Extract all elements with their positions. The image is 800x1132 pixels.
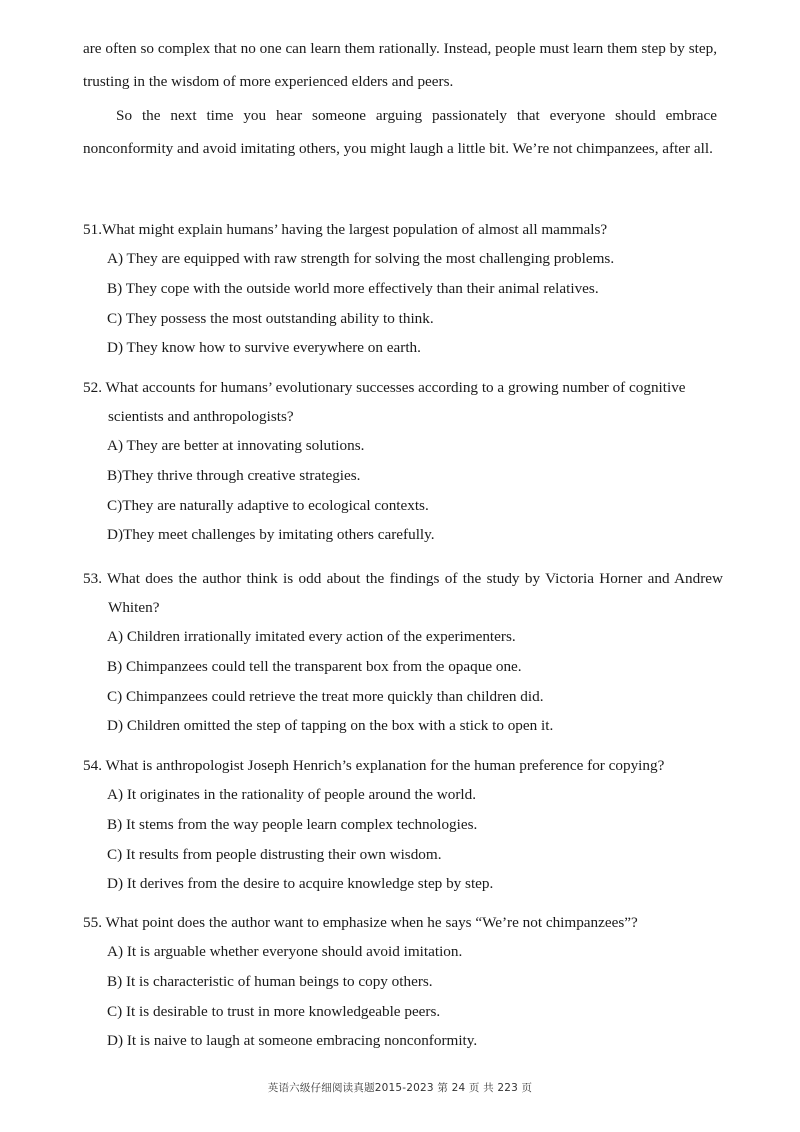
question-stem: 54. What is anthropologist Joseph Henrich’s explanation for the human preference for copying? bbox=[83, 757, 665, 774]
question-53 bbox=[83, 564, 723, 741]
option-a: A) It is arguable whether everyone should avoid imitation. bbox=[107, 943, 463, 960]
question-52 bbox=[83, 373, 723, 550]
page-footer: 英语六级仔细阅读真题2015-2023 第 24 页 共 223 页 bbox=[267, 1082, 533, 1094]
option-b: B) Chimpanzees could tell the transparent box from the opaque one. bbox=[107, 657, 522, 675]
option-a: A) They are equipped with raw strength for solving the most challenging problems. bbox=[107, 250, 615, 267]
option-c: C) They possess the most outstanding ability to think. bbox=[107, 309, 434, 327]
option-a: A) It originates in the rationality of people around the world. bbox=[107, 786, 477, 803]
passage-paragraph-1: are often so complex that no one can learn them rationally. Instead, people must learn them step by step, trusting in the wisdom of more experienced elders and peers. bbox=[83, 40, 717, 90]
question-54 bbox=[83, 751, 723, 899]
option-d: D) Children omitted the step of tapping on the box with a stick to open it. bbox=[107, 717, 554, 735]
question-51 bbox=[83, 215, 723, 363]
option-b: B) It is characteristic of human beings to copy others. bbox=[107, 972, 433, 990]
option-b: B) They cope with the outside world more effectively than their animal relatives. bbox=[107, 279, 599, 297]
option-d: D) It derives from the desire to acquire knowledge step by step. bbox=[107, 875, 494, 893]
option-b: B)They thrive through creative strategies. bbox=[107, 466, 361, 484]
question-stem: 52. What accounts for humans’ evolutionary successes according to a growing number of cognitive scientists and anthropologists? bbox=[83, 379, 686, 425]
option-c: C) Chimpanzees could retrieve the treat more quickly than children did. bbox=[107, 687, 544, 705]
question-stem: 53. What does the author think is odd about the findings of the study by Victoria Horner and Andrew Whiten? bbox=[83, 570, 723, 616]
option-a: A) They are better at innovating solutions. bbox=[107, 437, 365, 454]
option-c: C)They are naturally adaptive to ecological contexts. bbox=[107, 496, 429, 514]
option-c: C) It is desirable to trust in more knowledgeable peers. bbox=[107, 1002, 441, 1020]
option-c: C) It results from people distrusting their own wisdom. bbox=[107, 845, 442, 863]
option-d: D)They meet challenges by imitating others carefully. bbox=[107, 526, 435, 544]
question-stem: 51.What might explain humans’ having the largest population of almost all mammals? bbox=[83, 221, 608, 238]
option-d: D) They know how to survive everywhere on earth. bbox=[107, 339, 421, 357]
option-d: D) It is naive to laugh at someone embracing nonconformity. bbox=[107, 1032, 478, 1050]
option-a: A) Children irrationally imitated every action of the experimenters. bbox=[107, 628, 516, 645]
option-b: B) It stems from the way people learn complex technologies. bbox=[107, 815, 478, 833]
question-stem: 55. What point does the author want to emphasize when he says “We’re not chimpanzees”? bbox=[83, 914, 638, 931]
question-55 bbox=[83, 908, 723, 1056]
passage-paragraph-2: So the next time you hear someone arguing passionately that everyone should embrace nonconformity and avoid imitating others, you might laugh a little bit. We’re not chimpanzees, after all. bbox=[83, 107, 717, 157]
